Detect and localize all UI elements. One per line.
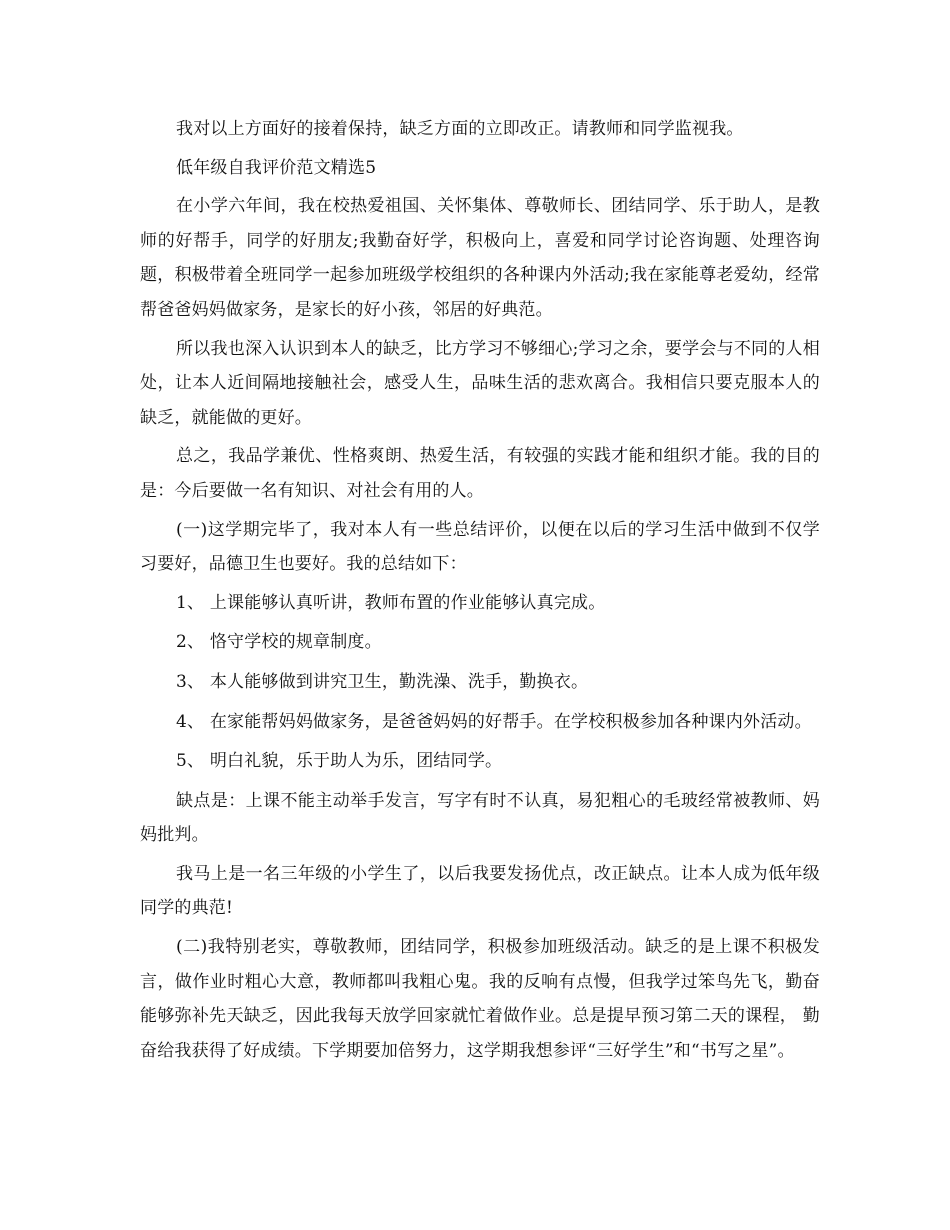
list-item-2: 2、 恪守学校的规章制度。 bbox=[176, 632, 382, 653]
paragraph-weaknesses: 缺点是：上课不能主动举手发言，写字有时不认真，易犯粗心的毛玻经常被教师、妈妈批判。 bbox=[140, 790, 820, 846]
paragraph-part-two: (二)我特别老实，尊敬教师，团结同学，积极参加班级活动。缺乏的是上课不积极发言，做作业时粗心大意，教师都叫我粗心鬼。我的反响有点慢，但我学过笨鸟先飞，勤奋能够弥补先天缺乏，因此我每天放学回家就忙着做作业。总是提早预习第二天的课程， 勤奋给我获得了好成绩。下学期要加倍努力，这学期我想参评“三好学生”和“书写之星”。 bbox=[140, 937, 820, 1061]
paragraph-closing-line: 我对以上方面好的接着保持，缺乏方面的立即改正。请教师和同学监视我。 bbox=[176, 119, 744, 139]
list-item-5: 5、 明白礼貌，乐于助人为乐，团结同学。 bbox=[176, 751, 503, 772]
paragraph-summary: 总之，我品学兼优、性格爽朗、热爱生活，有较强的实践才能和组织才能。我的目的是：今后要做一名有知识、对社会有用的人。 bbox=[140, 446, 820, 501]
section-title: 低年级自我评价范文精选5 bbox=[176, 157, 377, 178]
paragraph-primary-school: 在小学六年间，我在校热爱祖国、关怀集体、尊敬师长、团结同学、乐于助人，是教师的好帮手，同学的好朋友;我勤奋好学，积极向上，喜爱和同学讨论咨询题、处理咨询题，积极带着全班同学一起参加班级学校组织的各种课内外活动;我在家能尊老爱幼，经常帮爸爸妈妈做家务，是家长的好小孩，邻居的好典范。 bbox=[140, 196, 820, 320]
paragraph-third-grade: 我马上是一名三年级的小学生了，以后我要发扬优点，改正缺点。让本人成为低年级同学的典范! bbox=[140, 863, 820, 919]
list-item-4: 4、 在家能帮妈妈做家务，是爸爸妈妈的好帮手。在学校积极参加各种课内外活动。 bbox=[176, 711, 812, 732]
list-item-3: 3、 本人能够做到讲究卫生，勤洗澡、洗手，勤换衣。 bbox=[176, 671, 589, 692]
paragraph-part-one-intro: (一)这学期完毕了，我对本人有一些总结评价，以便在以后的学习生活中做到不仅学习要好，品德卫生也要好。我的总结如下： bbox=[140, 519, 820, 575]
document-body bbox=[140, 112, 820, 1072]
paragraph-shortcomings: 所以我也深入认识到本人的缺乏，比方学习不够细心;学习之余，要学会与不同的人相处，让本人近间隔地接触社会，感受人生，品味生活的悲欢离合。我相信只要克服本人的缺乏，就能做的更好。 bbox=[140, 338, 820, 428]
list-item-1: 1、 上课能够认真听讲，教师布置的作业能够认真完成。 bbox=[176, 592, 606, 613]
